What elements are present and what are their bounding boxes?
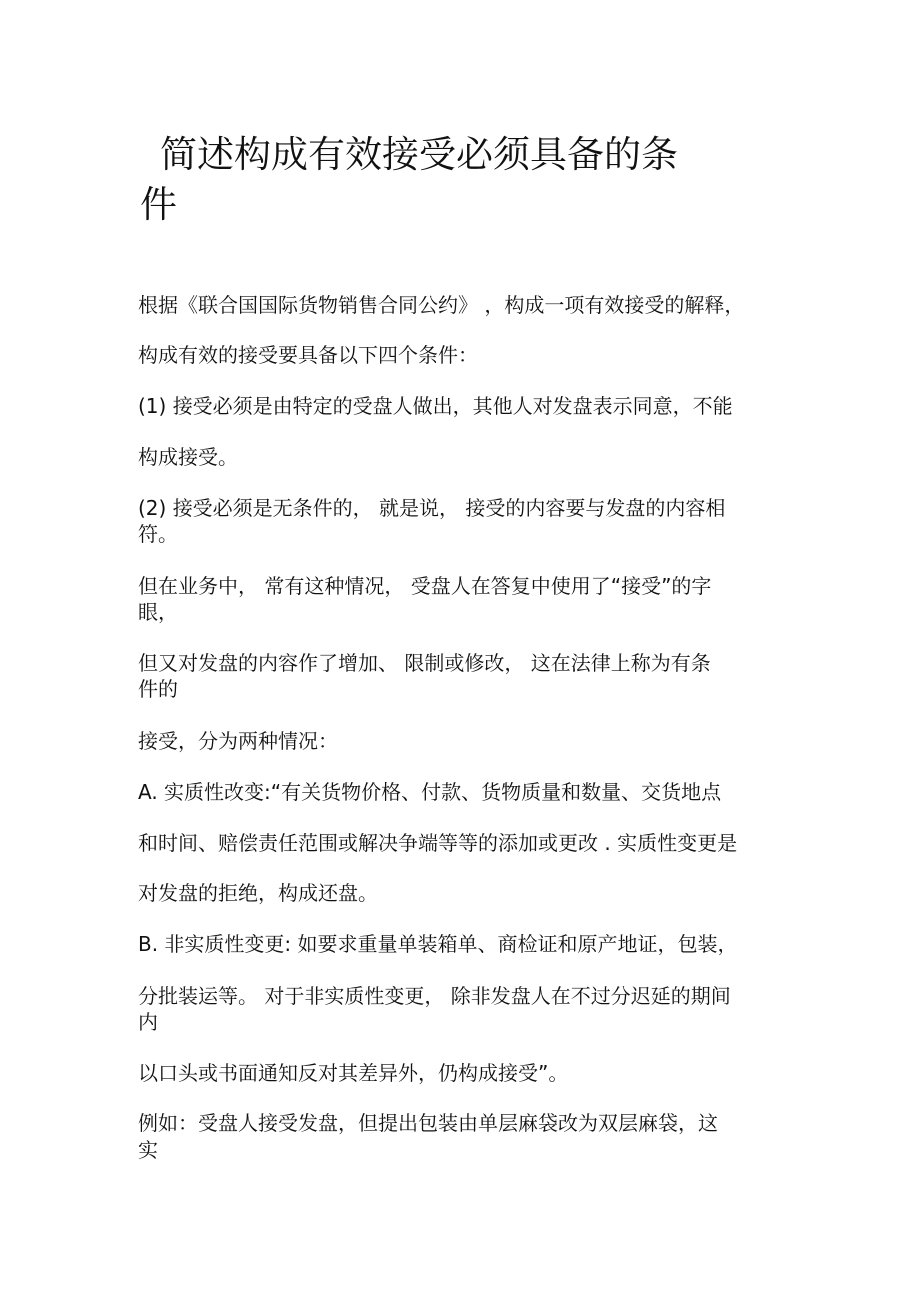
text-line: 实 [138,1138,158,1162]
text-line: 以口头或书面通知反对其差异外，仍构成接受”。 [138,1061,569,1085]
title-line: 件 [140,183,177,226]
text-line: 件的 [138,677,178,701]
text-line: 根据《联合国国际货物销售合同公约》 ，构成一项有效接受的解释， [138,293,745,317]
title-line: 简述构成有效接受必须具备的条 [160,133,678,176]
text-line: 内 [138,1010,158,1034]
text-line: 眼， [138,600,178,624]
text-line: 构成有效的接受要具备以下四个条件： [138,343,478,367]
text-line: 接受，分为两种情况： [138,729,338,753]
text-line: 符。 [138,522,178,546]
text-line: 但又对发盘的内容作了增加、 限制或修改， 这在法律上称为有条 [138,651,711,675]
text-line: 例如：受盘人接受发盘，但提出包装由单层麻袋改为双层麻袋，这 [138,1111,718,1135]
text-line: 和时间、赔偿责任范围或解决争端等等的添加或更改 . 实质性变更是 [138,831,738,855]
text-line: 分批装运等。 对于非实质性变更， 除非发盘人在不过分迟延的期间 [138,984,731,1008]
text-line: A. 实质性改变:“有关货物价格、付款、货物质量和数量、交货地点 [138,780,722,804]
text-line: B. 非实质性变更: 如要求重量单装箱单、商检证和原产地证，包装， [138,932,738,956]
text-line: 构成接受。 [138,445,238,469]
text-line: 对发盘的拒绝，构成还盘。 [138,881,378,905]
text-line: (2) 接受必须是无条件的， 就是说， 接受的内容要与发盘的内容相 [138,496,726,520]
text-line: 但在业务中， 常有这种情况， 受盘人在答复中使用了“接受”的字 [138,574,712,598]
text-line: (1) 接受必须是由特定的受盘人做出，其他人对发盘表示同意，不能 [138,394,733,418]
